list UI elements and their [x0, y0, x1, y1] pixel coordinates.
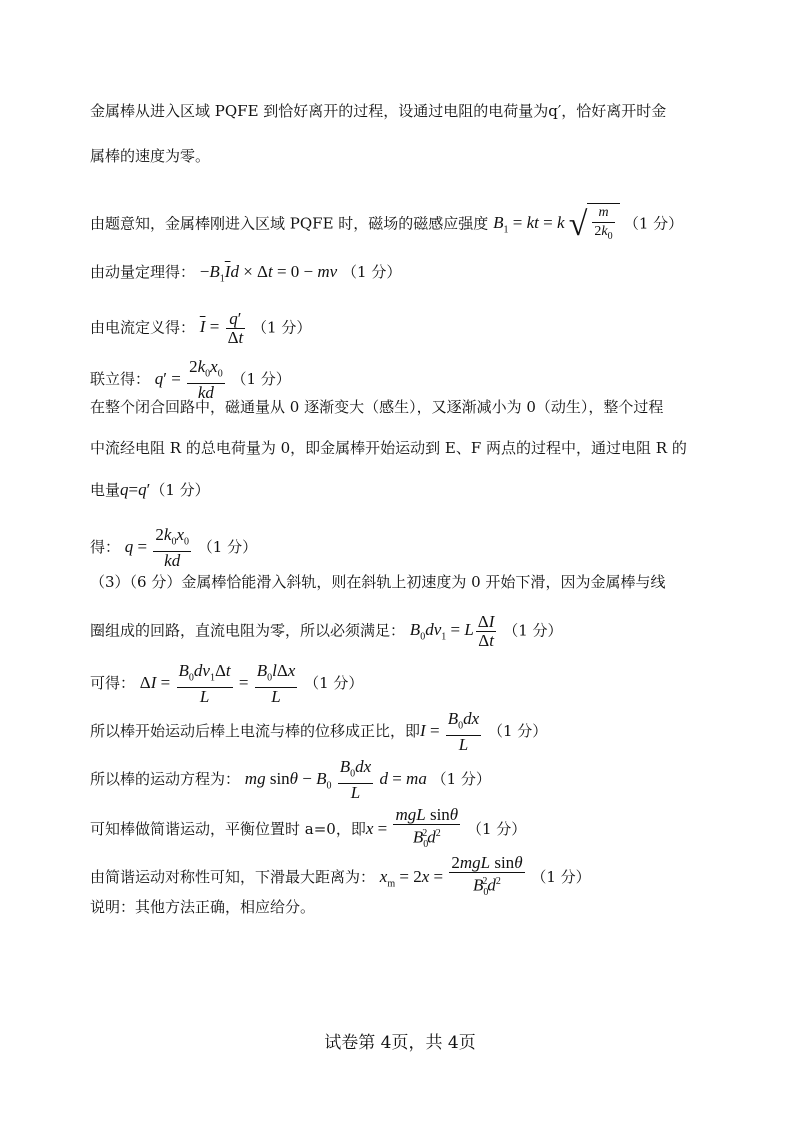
- text-line-14: [90, 710, 547, 754]
- line-14-score: （1 分）: [488, 722, 548, 741]
- text-line-18: 说明：其他方法正确，相应给分。: [90, 898, 316, 916]
- line-16-score: （1 分）: [466, 819, 527, 838]
- text-line-6: [90, 358, 291, 402]
- formula-equilibrium-x: x = $\frac{\text{mgL sinθ}}{B_0^2d^2}$: [365, 805, 459, 851]
- line-10-score: （1 分）: [197, 538, 258, 557]
- text-line-12: [90, 613, 563, 650]
- line-13-text: 可得：: [90, 674, 136, 693]
- page-footer: 试卷第 4页，共 4页: [324, 1033, 476, 1053]
- line-15-score: （1 分）: [431, 770, 491, 789]
- line-6-text: 联立得：: [90, 370, 151, 389]
- text-line-8: 中流经电阻 R 的总电荷量为 0，即金属棒开始运动到 E、F 两点的过程中，通过电阻 R 的: [90, 439, 687, 457]
- formula-current-position: I = $\frac{B_0dx}{L}$: [420, 709, 480, 755]
- line-3-score: （1 分）: [623, 214, 684, 233]
- line-9-text: 电量: [90, 481, 121, 499]
- text-line-3: [90, 203, 683, 246]
- formula-momentum: $-B_1\overline{I}d \times \Delta t = 0$ − mv: [199, 262, 338, 285]
- formula-b1: $B_1$ = kt = k √ $\frac{m}{2k_0}$: [493, 213, 624, 232]
- line-4-text: 由动量定理得：: [90, 263, 196, 281]
- line-16-text: 可知棒做简谐运动，平衡位置时 a=0，即: [90, 819, 366, 838]
- line-17-text: 由简谐运动对称性可知，下滑最大距离为：: [90, 867, 376, 886]
- text-line-2: 属棒的速度为零。: [90, 147, 211, 165]
- formula-max-distance: $x_m = 2x$ = $\frac{\text{2mgL sinθ}}{B_0^2d^2}$: [379, 853, 523, 899]
- text-line-4: [90, 262, 401, 289]
- line-12-text: 圈组成的回路，直流电阻为零，所以必须满足：: [90, 621, 406, 640]
- line-14-text: 所以棒开始运动后棒上电流与棒的位移成正比，即: [90, 722, 421, 741]
- line-17-score: （1 分）: [531, 867, 591, 886]
- text-line-13: [90, 662, 363, 706]
- text-line-16: [90, 806, 526, 854]
- formula-delta-i: ΔI = $\frac{B_0dv_1\Delta t}{L}$ = $\frac{B_0l\Delta x}{L}$: [139, 661, 296, 707]
- text-line-10: [90, 526, 257, 570]
- formula-q-equals: q=q′: [120, 480, 151, 499]
- formula-emf-balance: $B_0dv_1 = L$ $\frac{\Delta I}{\Delta t}$: [409, 612, 495, 650]
- text-line-15: [90, 758, 491, 802]
- line-6-score: （1 分）: [231, 370, 291, 389]
- line-4-score: （1 分）: [342, 263, 402, 281]
- line-13-score: （1 分）: [304, 674, 364, 693]
- text-line-1: 金属棒从进入区域 PQFE 到恰好离开的过程，设通过电阻的电荷量为q′，恰好离开时金: [90, 102, 667, 120]
- line-5-text: 由电流定义得：: [90, 318, 196, 337]
- formula-current-def: $\overline{I}$ = $\frac{q'}{\Delta t}$: [199, 309, 244, 347]
- line-3-text: 由题意知，金属棒刚进入区域 PQFE 时，磁场的磁感应强度: [90, 214, 489, 233]
- text-line-7: 在整个闭合回路中，磁通量从 0 逐渐变大（感生），又逐渐减小为 0（动生），整个过程: [90, 398, 664, 416]
- text-line-11: （3）（6 分）金属棒恰能滑入斜轨，则在斜轨上初速度为 0 开始下滑，因为金属棒与线: [90, 573, 666, 591]
- formula-q-result: q = $\frac{2k_0x_0}{kd}$: [124, 525, 189, 571]
- line-9-score: （1 分）: [150, 481, 210, 499]
- line-12-score: （1 分）: [503, 621, 563, 640]
- line-15-text: 所以棒的运动方程为：: [90, 770, 241, 789]
- formula-q-prime: q′ = $\frac{2k_0x_0}{kd}$: [154, 357, 223, 403]
- text-line-17: [90, 854, 591, 902]
- line-10-text: 得：: [90, 538, 121, 557]
- text-line-5: [90, 310, 311, 347]
- line-5-score: （1 分）: [252, 318, 312, 337]
- formula-motion-equation: mg $\sin\theta - B_0$ $\frac{B_0dx}{L}$ d = ma: [244, 757, 427, 803]
- text-line-9: [90, 480, 210, 500]
